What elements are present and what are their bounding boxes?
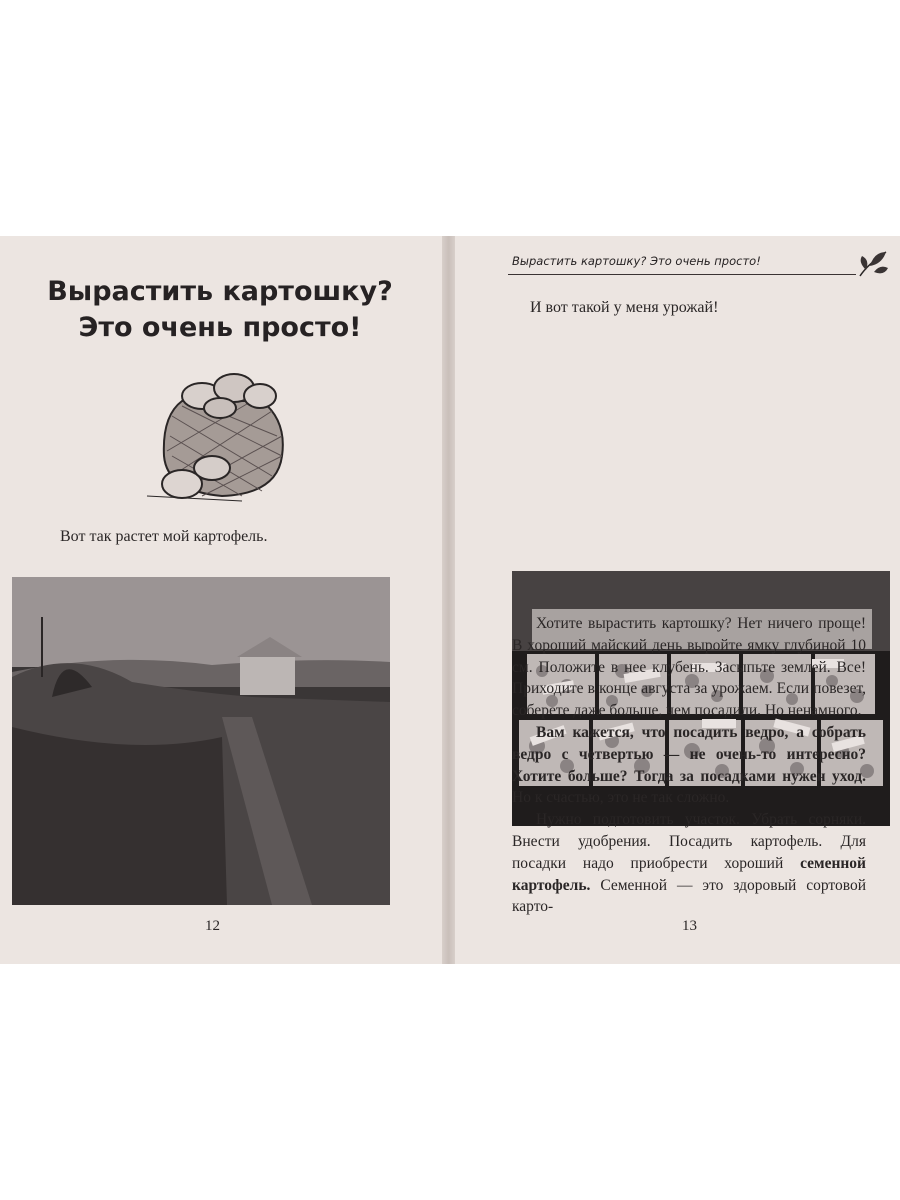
page-number-left: 12	[205, 918, 220, 934]
book-spread	[0, 236, 900, 964]
photo-caption-left: Вот так растет мой картофель.	[60, 528, 268, 545]
paragraph-3-start: Нужно подготовить участок. Убрать сорняки. Внести удобрения. Посадить картофель. Для посадки надо приобрести хороший	[512, 811, 866, 872]
paragraph-3	[512, 809, 866, 918]
body-text	[512, 613, 866, 918]
paragraph-3-bold: семенной картофель.	[512, 854, 866, 894]
garden-photo	[12, 577, 390, 905]
paragraph-2	[512, 722, 866, 809]
page-number-right: 13	[682, 918, 697, 934]
chapter-title-line1: Вырастить картошку?	[47, 276, 393, 307]
paragraph-1: Хотите вырастить картошку? Нет ничего проще! В хороший майский день выройте ямку глубиной 10 см. Положите в нее клубень. Засыпьте землей. Все! Приходите в конце августа за урожаем. Если повезет, соберете даже больше, чем посадили. Но ненамного.	[512, 615, 866, 720]
photo-caption-right: И вот такой у меня урожай!	[530, 299, 719, 316]
paragraph-2-rest: Но к счастью, это не так сложно.	[512, 789, 730, 807]
paragraph-3-end: Семенной — это здоровый сортовой карто-	[512, 876, 866, 916]
book-gutter	[442, 236, 455, 964]
paragraph-2-bold: Вам кажется, что посадить ведро, а собрать ведро с четвертью — не очень-то интересно? Хотите больше? Тогда за посадками нужен уход.	[512, 723, 866, 785]
left-page	[0, 236, 442, 964]
potato-sack-illustration	[142, 356, 302, 506]
chapter-title-line2: Это очень просто!	[78, 312, 362, 343]
running-head-rule	[508, 274, 856, 275]
leaf-icon	[856, 246, 890, 280]
running-head: Вырастить картошку? Это очень просто!	[512, 254, 761, 268]
